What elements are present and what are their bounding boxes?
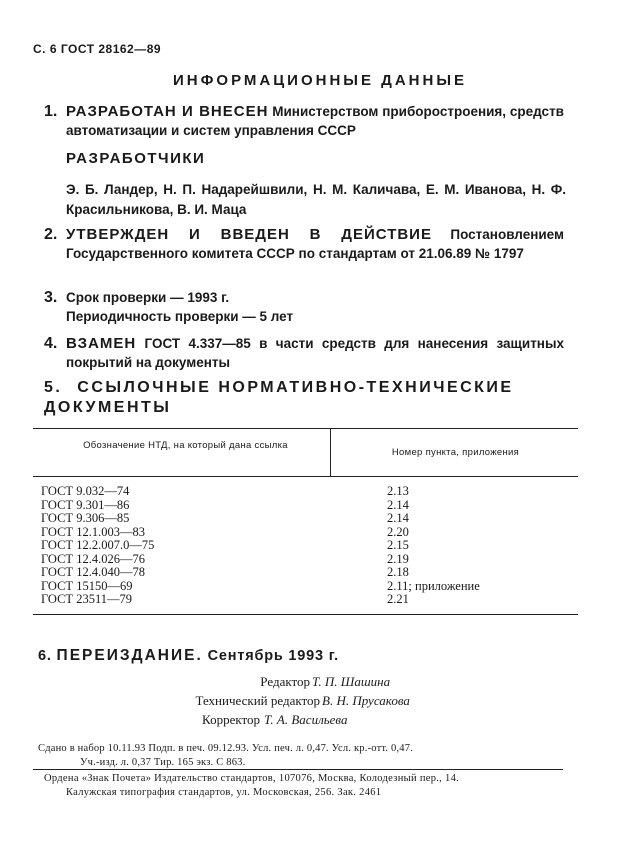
table-row [41, 580, 581, 594]
item-text: ГОСТ 4.337—85 в части средств для нанесения защитных покрытий на документы [66, 336, 564, 370]
item-number: 2. [44, 226, 58, 243]
table-header-rule [33, 476, 578, 477]
table-cell-clause: 2.20 [387, 524, 409, 539]
table-top-rule [33, 428, 578, 429]
table-cell-document: ГОСТ 12.4.040—78 [41, 565, 145, 579]
table-body [41, 485, 581, 607]
table-bottom-rule [33, 614, 578, 615]
item-number: 3. [44, 289, 58, 306]
credit-editor [0, 672, 640, 691]
developers-list: Э. Б. Ландер, Н. П. Надарейшвили, Н. М. Каличава, Е. М. Иванова, Н. Ф. Красильникова, В. И. Маца [66, 182, 566, 217]
table-cell-document: ГОСТ 9.032—74 [41, 484, 130, 498]
table-row [41, 566, 581, 580]
table-row [41, 485, 581, 499]
table-cell-clause: 2.18 [387, 565, 409, 579]
item-text: Сентябрь 1993 г. [207, 648, 339, 664]
item-lead: ПЕРЕИЗДАНИЕ. [56, 647, 203, 664]
item-number: 6. [38, 648, 52, 664]
table-cell-clause: 2.15 [387, 538, 409, 552]
table-cell-clause: 2.11; приложение [387, 578, 480, 593]
item-lead: УТВЕРЖДЕН И ВВЕДЕН В ДЕЙСТВИЕ [66, 226, 432, 243]
item-lead: ССЫЛОЧНЫЕ НОРМАТИВНО-ТЕХНИЧЕСКИЕ ДОКУМЕНТЫ [44, 379, 514, 416]
item-number: 4. [44, 335, 58, 352]
printer-line-2: Калужская типография стандартов, ул. Московская, 256. Зак. 2461 [66, 787, 382, 798]
table-row [41, 526, 581, 540]
item-number: 1. [44, 103, 58, 120]
table-cell-document: ГОСТ 12.1.003—83 [41, 524, 145, 539]
table-cell-clause: 2.13 [387, 484, 409, 498]
table-cell-document: ГОСТ 12.4.026—76 [41, 551, 145, 566]
reference-table [33, 428, 578, 615]
table-cell-document: ГОСТ 9.306—85 [41, 511, 130, 525]
table-row [41, 499, 581, 513]
item-text: Постановлением Государственного комитета СССР по стандартам от 21.06.89 № 1797 [66, 227, 564, 261]
printer-info [44, 772, 564, 800]
developers-heading: РАЗРАБОТЧИКИ [66, 150, 206, 167]
printer-line-1: Ордена «Знак Почета» Издательство стандартов, 107076, Москва, Колодезный пер., 14. [44, 773, 460, 784]
item-lead: ВЗАМЕН [66, 335, 137, 352]
credit-label: Технический редактор [195, 693, 320, 708]
credit-corrector [0, 710, 640, 729]
credit-name: Т. А. Васильева [264, 712, 348, 727]
table-cell-clause: 2.14 [387, 497, 409, 512]
imprint-line-2: Уч.-изд. л. 0,37 Тир. 165 экз. С 863. [80, 757, 246, 768]
item-4 [44, 334, 564, 372]
credit-label: Корректор [202, 712, 260, 727]
item-6 [38, 647, 339, 665]
table-row [41, 539, 581, 553]
item-text: Министерством приборостроения, средств автоматизации и систем управления СССР [66, 104, 564, 138]
item-2 [44, 225, 564, 263]
table-row [41, 512, 581, 526]
credit-tech-editor [0, 691, 640, 710]
table-cell-clause: 2.19 [387, 551, 409, 566]
table-cell-clause: 2.14 [387, 511, 409, 525]
credit-name: В. Н. Прусакова [322, 693, 410, 708]
credit-name: Т. П. Шашина [312, 674, 391, 689]
table-cell-document: ГОСТ 9.301—86 [41, 497, 130, 512]
imprint-line-1: Сдано в набор 10.11.93 Подп. в печ. 09.12.93. Усл. печ. л. 0,47. Усл. кр.-отт. 0,47. [38, 743, 414, 754]
review-period: Периодичность проверки — 5 лет [66, 309, 294, 324]
table-cell-document: ГОСТ 15150—69 [41, 578, 133, 593]
credit-label: Редактор [260, 674, 310, 689]
table-header-document: Обозначение НТД, на который дана ссылка [83, 440, 288, 451]
item-number: 5. [44, 379, 63, 396]
table-row [41, 553, 581, 567]
table-cell-document: ГОСТ 23511—79 [41, 592, 132, 606]
table-row [41, 593, 581, 607]
table-cell-document: ГОСТ 12.2.007.0—75 [41, 538, 155, 552]
item-1 [44, 102, 564, 140]
page-header: С. 6 ГОСТ 28162—89 [33, 42, 162, 56]
item-lead: РАЗРАБОТАН И ВНЕСЕН [66, 103, 269, 120]
footer-rule [33, 769, 563, 770]
review-date: Срок проверки — 1993 г. [66, 290, 230, 305]
page-title: ИНФОРМАЦИОННЫЕ ДАННЫЕ [172, 72, 468, 89]
table-column-divider [330, 428, 331, 476]
item-5 [44, 378, 566, 418]
table-header-clause: Номер пункта, приложения [391, 447, 520, 458]
table-cell-clause: 2.21 [387, 592, 409, 606]
credits [0, 672, 640, 729]
item-3 [44, 288, 564, 326]
